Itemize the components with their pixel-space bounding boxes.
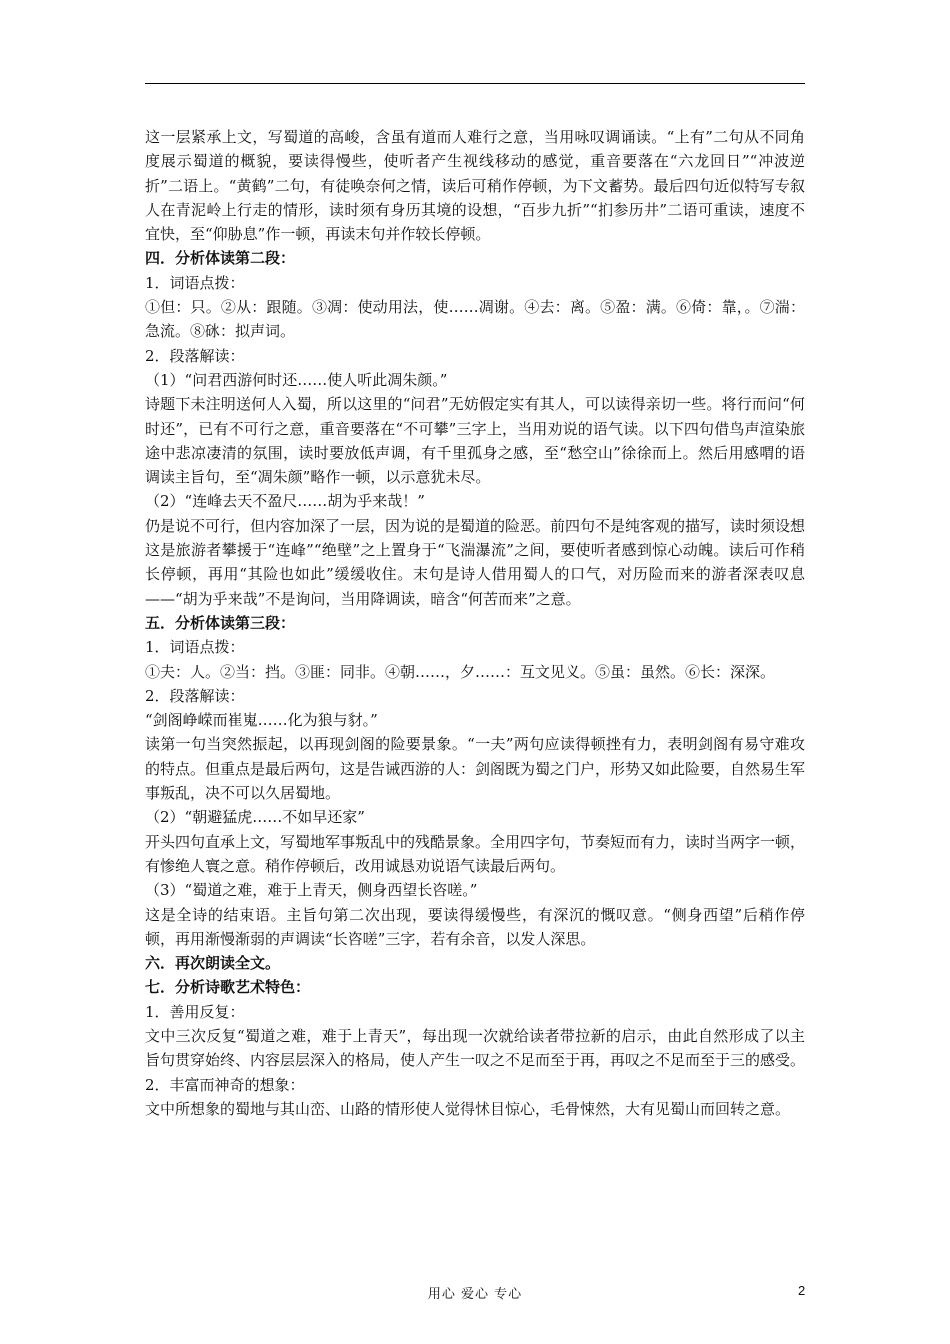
footer-motto: 用心 爱心 专心 (427, 1287, 523, 1302)
paragraph: （1）“问君西游何时还……使人听此凋朱颜。” (145, 370, 448, 389)
paragraph: （3）“蜀道之难，难于上青天，侧身西望长咨嗟。” (145, 881, 478, 900)
paragraph: “剑阁峥嵘而崔嵬……化为狼与豺。” (145, 711, 378, 730)
paragraph: （2）“连峰去天不盈尺……胡为乎来哉！” (145, 492, 425, 511)
page-number: 2 (798, 1283, 806, 1298)
paragraph: 诗题下未注明送何人入蜀，所以这里的“问君”无妨假定实有其人，可以读得亲切一些。将行而问“何时还”，已有不可行之意，重音要落在“不可攀”三字上，当用劝说的语气读。以下四句借鸟声渲染旅途中悲凉凄清的氛围，读时要放低声调，有千里孤身之感，至“愁空山”徐徐而上。然后用感喟的语调读主旨句，至“凋朱颜”略作一顿，以示意犹未尽。 (145, 395, 805, 487)
paragraph: 2．段落解读： (145, 686, 245, 705)
paragraph: 这一层紧承上文，写蜀道的高峻，含虽有道而人难行之意，当用咏叹调诵读。“上有”二句从不同角度展示蜀道的概貌，要读得慢些，使听者产生视线移动的感觉，重音要落在“六龙回日”“冲波逆折”二语上。“黄鹤”二句，有徒唤奈何之情，读后可稍作停顿，为下文蓄势。最后四句近似特写专叙人在青泥岭上行走的情形，读时须有身历其境的设想，“百步九折”“扪参历井”二语可重读，速度不宜快，至“仰胁息”作一顿，再读末句并作较长停顿。 (145, 128, 805, 244)
paragraph: 2．段落解读： (145, 346, 245, 365)
header-rule (145, 83, 805, 84)
paragraph: 2．丰富而神奇的想象： (145, 1075, 305, 1094)
paragraph: 文中三次反复“蜀道之难，难于上青天”，每出现一次就给读者带拉新的启示，由此自然形成了以主旨句贯穿始终、内容层层深入的格局，使人产生一叹之不足而至于再，再叹之不足而至于三的感受。 (145, 1026, 806, 1070)
paragraph: 1．善用反复： (145, 1002, 245, 1021)
paragraph: ①夫：人。②当：挡。③匪：同非。④朝……，夕……：互文见义。⑤虽：虽然。⑥长：深深。 (145, 662, 776, 681)
paragraph: 仍是说不可行，但内容加深了一层，因为说的是蜀道的险恶。前四句不是纯客观的描写，读时须设想这是旅游者攀援于“连峰”“绝壁”之上置身于“飞湍瀑流”之间，要使听者感到惊心动魄。读后可作稍长停顿，再用“其险也如此”缓缓收住。末句是诗人借用蜀人的口气，对历险而来的游者深表叹息——“胡为乎来哉”不是询问，当用降调读，暗含“何苦而来”之意。 (145, 516, 806, 608)
paragraph: 1．词语点拨： (145, 273, 245, 292)
section-heading: 四．分析体读第二段： (145, 249, 296, 268)
paragraph: （2）“朝避猛虎……不如早还家” (145, 808, 365, 827)
paragraph: 读第一句当突然振起，以再现剑阁的险要景象。“一夫”两句应读得顿挫有力，表明剑阁有易守难攻的特点。但重点是最后两句，这是告诫西游的人：剑阁既为蜀之门户，形势又如此险要，自然易生军事叛乱，决不可以久居蜀地。 (145, 735, 806, 803)
section-heading: 五．分析体读第三段： (145, 613, 296, 632)
paragraph: 1．词语点拨： (145, 638, 245, 657)
paragraph: 文中所想象的蜀地与其山峦、山路的情形使人觉得怵目惊心，毛骨悚然，大有见蜀山而回转之意。 (145, 1099, 791, 1118)
section-heading: 六．再次朗读全文。 (145, 954, 281, 973)
paragraph: ①但：只。②从：跟随。③凋：使动用法，使……凋谢。④去：离。⑤盈：满。⑥倚：靠，。⑦湍：急流。⑧砯：拟声词。 (145, 298, 805, 341)
section-heading: 七．分析诗歌艺术特色： (145, 978, 311, 997)
paragraph: 这是全诗的结束语。主旨句第二次出现，要读得缓慢些，有深沉的慨叹意。“侧身西望”后稍作停顿，再用渐慢渐弱的声调读“长咨嗟”三字，若有余音，以发人深思。 (145, 905, 805, 948)
paragraph: 开头四句直承上文，写蜀地军事叛乱中的残酷景象。全用四字句，节奏短而有力，读时当两字一顿，有惨绝人寰之意。稍作停顿后，改用诚恳劝说语气读最后两句。 (145, 832, 806, 875)
document-body (145, 125, 805, 1121)
